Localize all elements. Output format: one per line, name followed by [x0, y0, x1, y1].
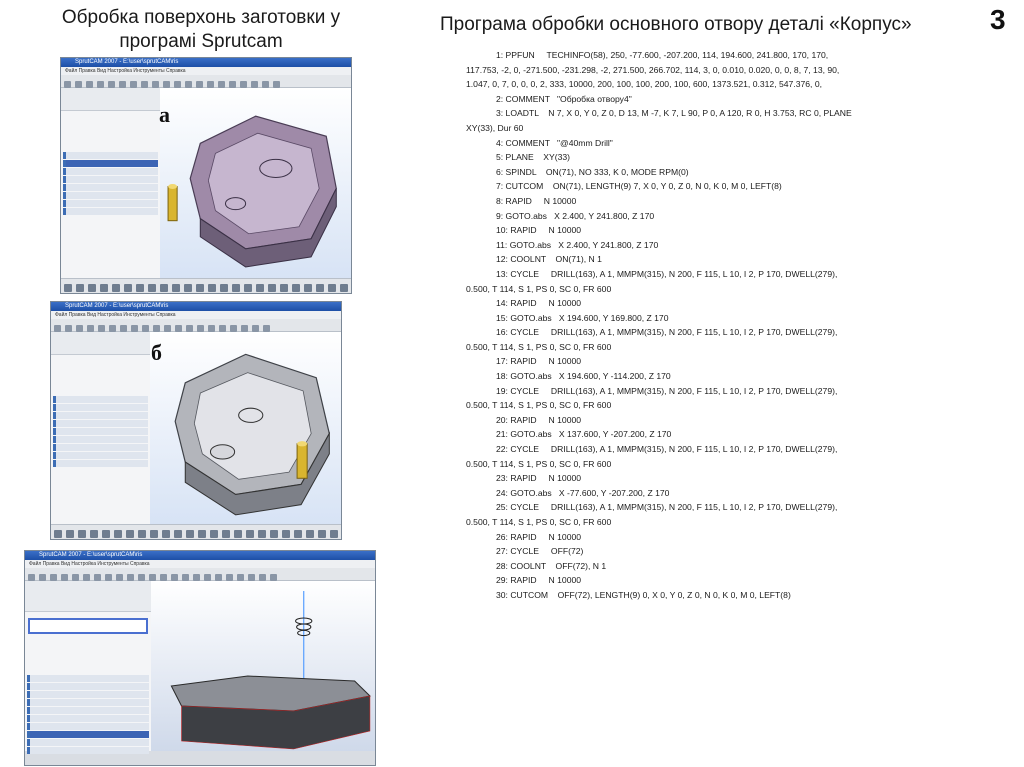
- window-titlebar: SprutCAM 2007 - E:\user\sprutCAM\ris: [25, 551, 375, 560]
- window-toolbar: [51, 319, 341, 332]
- program-line: 0.500, T 114, S 1, PS 0, SC 0, FR 600: [466, 341, 612, 352]
- bottom-toolbar: [51, 524, 341, 539]
- operations-panel: [51, 332, 151, 525]
- program-line: 19: CYCLE DRILL(163), A 1, MMPM(315), N 200, F 115, L 10, I 2, P 170, DWELL(279),: [496, 385, 838, 396]
- program-line: 2: COMMENT "Обробка отвору4": [496, 93, 632, 104]
- screenshot-view-b: [50, 301, 342, 540]
- window-toolbar: [25, 568, 375, 581]
- program-line: 0.500, T 114, S 1, PS 0, SC 0, FR 600: [466, 400, 612, 411]
- program-line: 24: GOTO.abs X -77.600, Y -207.200, Z 170: [496, 487, 670, 498]
- 3d-viewport: [150, 332, 341, 525]
- program-line: 6: SPINDL ON(71), NO 333, K 0, MODE RPM(0): [496, 166, 689, 177]
- program-line: 7: CUTCOM ON(71), LENGTH(9) 7, X 0, Y 0, Z 0, N 0, K 0, M 0, LEFT(8): [496, 181, 782, 192]
- program-line: 15: GOTO.abs X 194.600, Y 169.800, Z 170: [496, 312, 669, 323]
- bottom-toolbar: [61, 278, 351, 293]
- program-line: 0.500, T 114, S 1, PS 0, SC 0, FR 600: [466, 283, 612, 294]
- window-titlebar: SprutCAM 2007 - E:\user\sprutCAM\ris: [61, 58, 351, 67]
- program-line: 3: LOADTL N 7, X 0, Y 0, Z 0, D 13, M -7, K 7, L 90, P 0, A 120, R 0, H 3.753, RC 0, PLANE: [496, 108, 852, 119]
- program-line: 0.500, T 114, S 1, PS 0, SC 0, FR 600: [466, 458, 612, 469]
- program-line: 1.047, 0, 7, 0, 0, 0, 2, 333, 10000, 200, 100, 100, 200, 100, 600, 1373.521, 0.312, 547.376, 0,: [466, 79, 822, 90]
- program-line: 10: RAPID N 10000: [496, 225, 582, 236]
- part-model-c: [151, 581, 375, 751]
- program-line: XY(33), Dur 60: [466, 122, 524, 133]
- program-line: 12: COOLNT ON(71), N 1: [496, 254, 602, 265]
- screenshot-view-c: [24, 550, 376, 766]
- program-line: 29: RAPID N 10000: [496, 575, 582, 586]
- program-line: 14: RAPID N 10000: [496, 298, 582, 309]
- program-line: 21: GOTO.abs X 137.600, Y -207.200, Z 170: [496, 429, 672, 440]
- operations-panel: [61, 88, 161, 279]
- program-line: 8: RAPID N 10000: [496, 195, 577, 206]
- operations-panel: [25, 581, 152, 751]
- program-line: 5: PLANE XY(33): [496, 152, 571, 163]
- program-line: 4: COMMENT "@40mm Drill": [496, 137, 613, 148]
- program-line: 117.753, -2, 0, -271.500, -231.298, -2, 271.500, 266.702, 114, 3, 0, 0.010, 0.020, 0, 0, 8, 7, 13, 90,: [466, 64, 840, 75]
- window-menubar: Файл Правка Вид Настройка Инструменты Справка: [25, 560, 375, 568]
- program-line: 16: CYCLE DRILL(163), A 1, MMPM(315), N 200, F 115, L 10, I 2, P 170, DWELL(279),: [496, 327, 838, 338]
- program-line: 9: GOTO.abs X 2.400, Y 241.800, Z 170: [496, 210, 655, 221]
- window-toolbar: [61, 75, 351, 88]
- 3d-viewport: [151, 581, 375, 751]
- screenshot-view-a: [60, 57, 352, 294]
- window-menubar: Файл Правка Вид Настройка Инструменты Справка: [61, 67, 351, 75]
- program-line: 18: GOTO.abs X 194.600, Y -114.200, Z 170: [496, 371, 671, 382]
- program-line: 23: RAPID N 10000: [496, 473, 582, 484]
- right-title: Програма обробки основного отвору деталі «Корпус»: [440, 14, 912, 35]
- program-line: 20: RAPID N 10000: [496, 414, 582, 425]
- program-line: 17: RAPID N 10000: [496, 356, 582, 367]
- program-line: 22: CYCLE DRILL(163), A 1, MMPM(315), N 200, F 115, L 10, I 2, P 170, DWELL(279),: [496, 444, 838, 455]
- program-line: 11: GOTO.abs X 2.400, Y 241.800, Z 170: [496, 239, 659, 250]
- program-line: 28: COOLNT OFF(72), N 1: [496, 560, 607, 571]
- program-line: 13: CYCLE DRILL(163), A 1, MMPM(315), N 200, F 115, L 10, I 2, P 170, DWELL(279),: [496, 268, 838, 279]
- nc-program-listing: [466, 48, 896, 603]
- left-title: Обробка поверхонь заготовки у програмі Sprutcam: [61, 7, 341, 52]
- program-line: 1: PPFUN TECHINFO(58), 250, -77.600, -207.200, 114, 194.600, 241.800, 170, 170,: [496, 50, 829, 60]
- window-titlebar: SprutCAM 2007 - E:\user\sprutCAM\ris: [51, 302, 341, 311]
- view-label-b: б: [151, 340, 162, 365]
- 3d-viewport: [160, 88, 351, 279]
- program-line: 26: RAPID N 10000: [496, 531, 582, 542]
- view-label-a: а: [159, 102, 170, 127]
- part-model-a: [160, 88, 351, 279]
- program-line: 25: CYCLE DRILL(163), A 1, MMPM(315), N 200, F 115, L 10, I 2, P 170, DWELL(279),: [496, 502, 838, 513]
- program-line: 30: CUTCOM OFF(72), LENGTH(9) 0, X 0, Y 0, Z 0, N 0, K 0, M 0, LEFT(8): [496, 589, 791, 600]
- page-number: 3: [990, 4, 1006, 35]
- window-menubar: Файл Правка Вид Настройка Инструменты Справка: [51, 311, 341, 319]
- program-line: 27: CYCLE OFF(72): [496, 546, 584, 557]
- program-line: 0.500, T 114, S 1, PS 0, SC 0, FR 600: [466, 517, 612, 527]
- part-model-b: [150, 332, 341, 525]
